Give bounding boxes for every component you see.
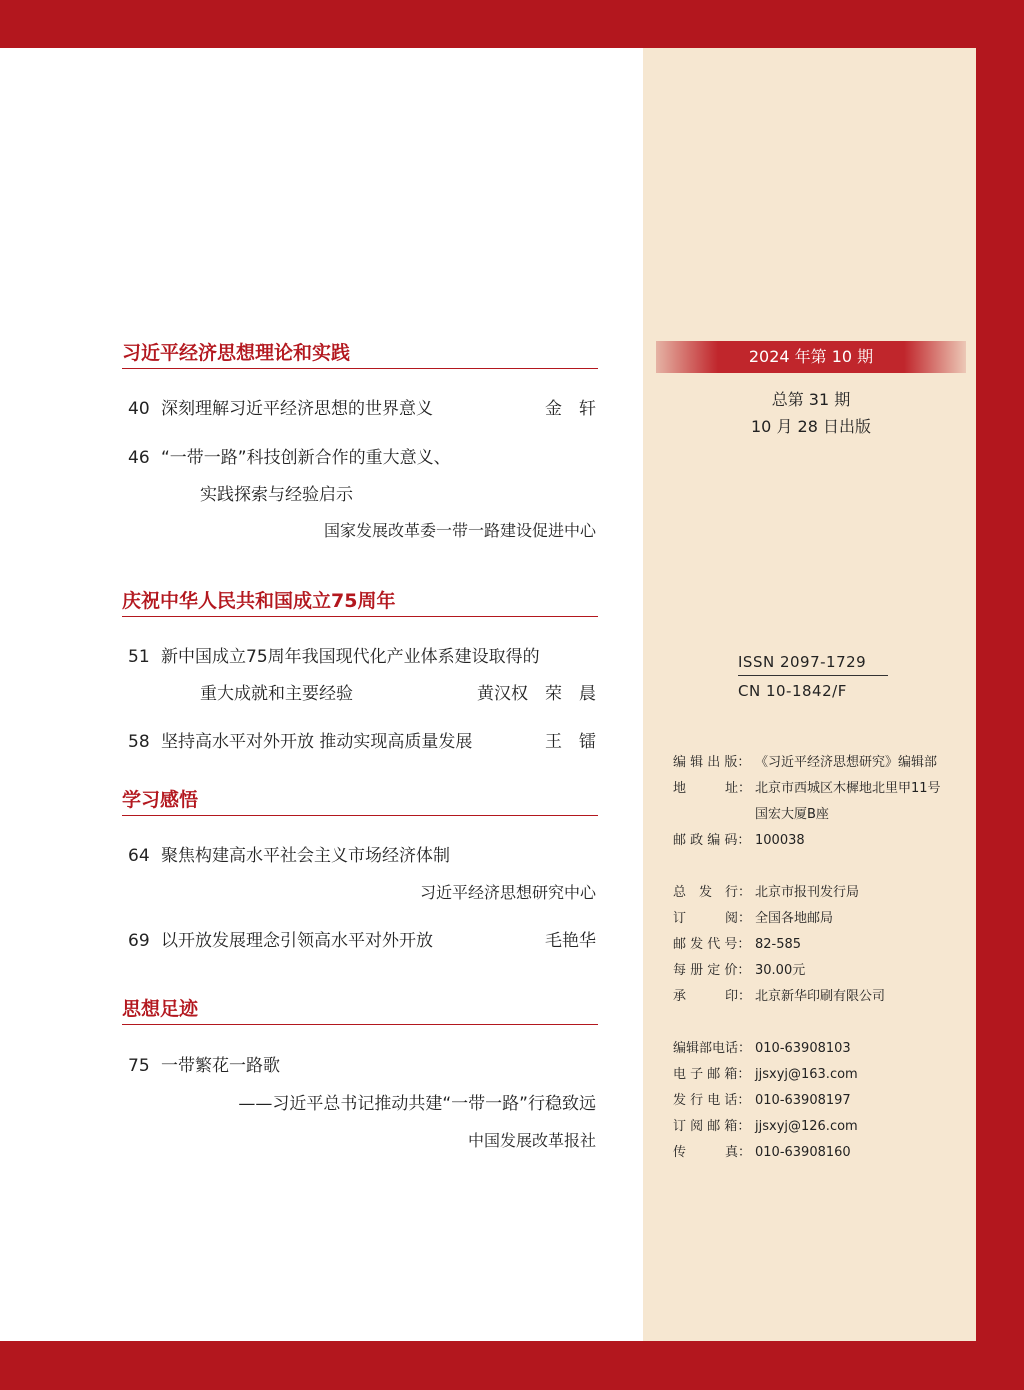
cn-number: CN 10-1842/F xyxy=(738,682,847,700)
info-publisher xyxy=(673,754,937,772)
entry-title: 坚持高水平对外开放 推动实现高质量发展 xyxy=(161,732,473,752)
entry-title: 一带繁花一路歌 xyxy=(161,1056,280,1076)
issue-date: 10 月 28 日出版 xyxy=(751,417,871,436)
page-number: 58 xyxy=(128,732,150,752)
info-value: 010-63908160 xyxy=(755,1145,851,1160)
info-distribution-phone xyxy=(673,1092,851,1110)
info-value: 010-63908197 xyxy=(755,1093,851,1108)
page-number: 69 xyxy=(128,931,150,951)
page-number: 46 xyxy=(128,448,150,468)
entry-title: 新中国成立75周年我国现代化产业体系建设取得的 xyxy=(161,647,540,667)
section-title-2: 庆祝中华人民共和国成立75周年 xyxy=(122,589,598,617)
page-number: 51 xyxy=(128,647,150,667)
info-value: 《习近平经济思想研究》编辑部 xyxy=(755,755,938,770)
entry-title-continued: 重大成就和主要经验 xyxy=(200,684,353,704)
info-value: 30.00元 xyxy=(755,963,806,978)
info-address-line2: 国宏大厦B座 xyxy=(755,807,829,822)
info-label: 地 址： xyxy=(673,781,752,796)
info-subscription xyxy=(673,910,833,928)
info-label: 编辑部电话： xyxy=(673,1041,752,1056)
entry-byline: 国家发展改革委一带一路建设促进中心 xyxy=(323,521,596,540)
info-value: 全国各地邮局 xyxy=(755,911,834,926)
entry-title-continued: 实践探索与经验启示 xyxy=(200,485,353,505)
info-value: 北京新华印刷有限公司 xyxy=(755,989,886,1004)
info-email xyxy=(673,1066,858,1084)
issue-band: 2024 年第 10 期 xyxy=(656,341,966,373)
entry-title: “一带一路”科技创新合作的重大意义、 xyxy=(161,448,451,468)
info-fax xyxy=(673,1144,851,1162)
section-title-1: 习近平经济思想理论和实践 xyxy=(122,341,598,369)
toc-entry-51[interactable] xyxy=(128,646,596,668)
info-distributor xyxy=(673,884,859,902)
entry-subtitle: ——习近平总书记推动共建“一带一路”行稳致远 xyxy=(238,1094,596,1114)
entry-title: 深刻理解习近平经济思想的世界意义 xyxy=(161,399,433,419)
toc-entry-58[interactable] xyxy=(128,731,596,753)
toc-entry-40[interactable] xyxy=(128,398,596,420)
info-address xyxy=(673,780,941,798)
info-label: 承 印： xyxy=(673,989,752,1004)
entry-byline: 习近平经济思想研究中心 xyxy=(419,883,596,902)
toc-entry-75[interactable] xyxy=(128,1055,596,1077)
info-printer xyxy=(673,988,885,1006)
info-value: 82-585 xyxy=(755,937,802,952)
issn-number: ISSN 2097-1729 xyxy=(738,652,888,676)
info-label: 编 辑 出 版： xyxy=(673,755,751,770)
info-label: 每 册 定 价： xyxy=(673,963,751,978)
toc-entry-69[interactable] xyxy=(128,930,596,952)
entry-author: 金 轩 xyxy=(545,399,596,419)
info-value: 010-63908103 xyxy=(755,1041,851,1056)
info-subscription-email xyxy=(673,1118,858,1136)
info-label: 发 行 电 话： xyxy=(673,1093,751,1108)
info-label: 电 子 邮 箱： xyxy=(673,1067,751,1082)
info-value: 北京市西城区木樨地北里甲11号 xyxy=(755,781,941,796)
info-value: jjsxyj@163.com xyxy=(755,1067,858,1082)
entry-author: 王 镭 xyxy=(545,732,596,752)
entry-byline: 中国发展改革报社 xyxy=(467,1131,596,1150)
toc-entry-64[interactable] xyxy=(128,845,596,867)
issn-block xyxy=(738,652,888,701)
info-label: 邮 政 编 码： xyxy=(673,833,751,848)
section-title-4: 思想足迹 xyxy=(122,997,598,1025)
info-editorial-phone xyxy=(673,1040,851,1058)
info-label: 传 真： xyxy=(673,1145,752,1160)
page-number: 40 xyxy=(128,399,150,419)
page-number: 64 xyxy=(128,846,150,866)
entry-author: 毛艳华 xyxy=(545,931,596,951)
info-label: 订 阅： xyxy=(673,911,752,926)
entry-title: 聚焦构建高水平社会主义市场经济体制 xyxy=(161,846,450,866)
issue-total: 总第 31 期 xyxy=(771,390,851,409)
info-price xyxy=(673,962,805,980)
section-title-3: 学习感悟 xyxy=(122,788,598,816)
toc-entry-46[interactable] xyxy=(128,447,596,469)
info-label: 总 发 行： xyxy=(673,885,752,900)
info-value: jjsxyj@126.com xyxy=(755,1119,858,1134)
entry-title: 以开放发展理念引领高水平对外开放 xyxy=(161,931,433,951)
info-postal-code xyxy=(673,936,801,954)
info-label: 邮 发 代 号： xyxy=(673,937,751,952)
info-postcode xyxy=(673,832,805,850)
info-label: 订 阅 邮 箱： xyxy=(673,1119,751,1134)
page-number: 75 xyxy=(128,1056,150,1076)
info-value: 北京市报刊发行局 xyxy=(755,885,860,900)
info-value: 100038 xyxy=(755,833,805,848)
entry-author: 黄汉权 荣 晨 xyxy=(477,684,596,704)
